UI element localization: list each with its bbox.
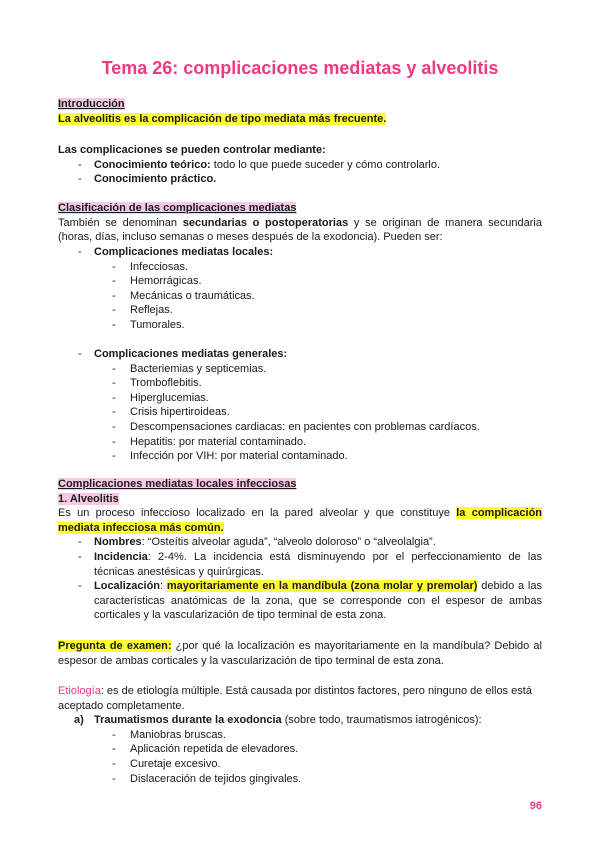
- list-item: [58, 172, 542, 187]
- clasificacion-heading: Clasificación de las complicaciones mediatas: [58, 202, 297, 214]
- locales-label: Complicaciones mediatas locales:: [94, 246, 274, 258]
- list-item: - Hiperglucemias.: [58, 391, 542, 406]
- list-item: - Reflejas.: [58, 303, 542, 318]
- alveolitis-paragraph: [58, 506, 542, 535]
- item-text: : “Osteítis alveolar aguda”, “alveolo doloroso” o “alveolalgia”.: [141, 536, 436, 549]
- list-item: [58, 535, 542, 550]
- pregunta-text: ¿por qué la localización es mayoritariamente en la mandíbula? Debido al espesor de ambas corticales y la vascularización de tipo terminal de esta zona.: [58, 640, 542, 667]
- control-list: [58, 158, 542, 187]
- list-item: - Hepatitis: por material contaminado.: [58, 435, 542, 450]
- intro-section: [58, 97, 542, 126]
- item-label: Conocimiento teórico:: [94, 158, 211, 171]
- pregunta-section: [58, 639, 542, 668]
- clasificacion-paragraph: [58, 216, 542, 245]
- para-highlight: la complicación mediata infecciosa más común.: [58, 507, 543, 534]
- para-text: : es de etiología múltiple. Está causada por distintos factores, pero ninguno de ellos está aceptado completamente.: [58, 685, 532, 712]
- alveolitis-subheading: 1. Alveolitis: [58, 492, 119, 505]
- list-item: - Mecánicas o traumáticas.: [58, 289, 542, 304]
- control-section: [58, 143, 542, 187]
- list-item: - Maniobras bruscas.: [58, 728, 542, 743]
- item-text: todo lo que puede suceder y cómo controlarlo.: [210, 158, 441, 171]
- infecciosas-section: [58, 477, 542, 623]
- list-item: - Dislaceración de tejidos gingivales.: [58, 772, 542, 787]
- item-label: Localización: [94, 580, 161, 593]
- list-item: - Bacteriemias y septicemias.: [58, 362, 542, 377]
- list-item: [58, 158, 542, 173]
- intro-highlight: La alveolitis es la complicación de tipo mediata más frecuente.: [58, 112, 387, 125]
- locales-list: [58, 260, 542, 333]
- list-item: [58, 713, 542, 728]
- clasificacion-section: [58, 201, 542, 245]
- list-item: - Hemorrágicas.: [58, 274, 542, 289]
- item-text: (sobre todo, traumatismos iatrogénicos):: [281, 714, 482, 727]
- para-text: y se originan de manera secundaria (horas, días, incluso semanas o meses después de la exodoncia). Pueden ser:: [58, 216, 542, 244]
- para-text: También se denominan: [58, 216, 183, 229]
- generales-list: [58, 362, 542, 464]
- list-item: - Tumorales.: [58, 318, 542, 333]
- control-heading: Las complicaciones se pueden controlar mediante:: [58, 144, 326, 156]
- etiologia-label: Etiología: [58, 685, 101, 697]
- etiologia-list: [58, 713, 542, 728]
- generales-section: [58, 347, 542, 464]
- item-text: :: [160, 580, 167, 593]
- para-text: Es un proceso infeccioso localizado en la pared alveolar y que constituye: [58, 507, 457, 520]
- generales-label: Complicaciones mediatas generales:: [94, 348, 288, 360]
- list-item: [58, 245, 542, 260]
- item-label: Incidencia: [94, 550, 148, 563]
- pregunta-label: Pregunta de examen:: [58, 640, 172, 652]
- infecciosas-heading: Complicaciones mediatas locales infecciosas: [58, 478, 297, 490]
- page-title: Tema 26: complicaciones mediatas y alveolitis: [101, 58, 499, 78]
- list-item: - Infecciosas.: [58, 260, 542, 275]
- item-label: Conocimiento práctico.: [94, 173, 217, 186]
- item-highlight: mayoritariamente en la mandíbula (zona molar y premolar): [166, 580, 478, 593]
- traumatismos-list: [58, 728, 542, 786]
- list-item: [58, 347, 542, 362]
- item-text: debido a las características anatómicas de la zona, que se corresponde con el espesor de ambas corticales y la vascularización de tipo terminal de esta zona.: [94, 580, 542, 622]
- list-item: - Descompensaciones cardiacas: en pacientes con problemas cardíacos.: [58, 420, 542, 435]
- intro-heading: Introducción: [58, 98, 125, 110]
- locales-section: [58, 245, 542, 333]
- item-text: : 2-4%. La incidencia está disminuyendo por el perfeccionamiento de las técnicas anestésicas y quirúrgicas.: [94, 550, 542, 578]
- list-item: - Curetaje excesivo.: [58, 757, 542, 772]
- list-item: - Infección por VIH: por material contaminado.: [58, 449, 542, 464]
- alveolitis-list: [58, 535, 542, 623]
- list-item: [58, 579, 542, 623]
- item-marker: a): [74, 714, 84, 727]
- para-bold: secundarias o postoperatorias: [182, 216, 349, 229]
- list-item: - Aplicación repetida de elevadores.: [58, 742, 542, 757]
- list-item: [58, 550, 542, 579]
- etiologia-section: [58, 684, 542, 786]
- item-label: Nombres: [94, 536, 142, 549]
- item-label: Traumatismos durante la exodoncia: [94, 714, 282, 727]
- etiologia-paragraph: [58, 684, 542, 713]
- list-item: - Crisis hipertiroideas.: [58, 405, 542, 420]
- list-item: - Tromboflebitis.: [58, 376, 542, 391]
- page-number: 96: [529, 800, 542, 812]
